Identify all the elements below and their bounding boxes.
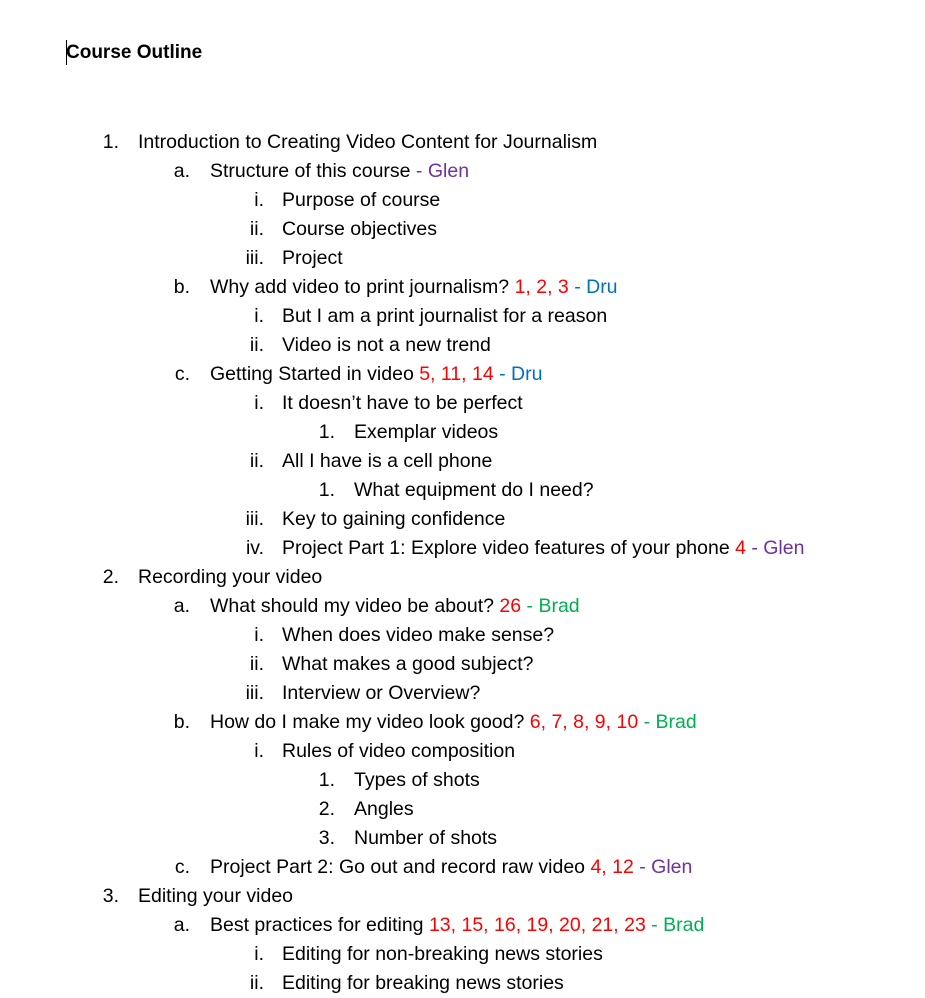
outline-item-marker: b. bbox=[173, 276, 190, 298]
outline-item bbox=[0, 592, 925, 621]
outline-item-label: What makes a good subject? bbox=[282, 653, 534, 675]
outline-item-text bbox=[138, 128, 597, 157]
outline-item-label: Types of shots bbox=[354, 769, 480, 791]
outline-item bbox=[0, 911, 925, 940]
outline-item-label: Interview or Overview? bbox=[282, 682, 481, 704]
outline-item-marker: a. bbox=[173, 595, 190, 617]
outline-item-text bbox=[210, 853, 692, 882]
author-tag: - Glen bbox=[745, 537, 805, 559]
outline-item bbox=[0, 186, 925, 215]
outline-item-text bbox=[354, 418, 498, 447]
outline-item bbox=[0, 215, 925, 244]
outline-item-label: Editing for breaking news stories bbox=[282, 972, 564, 994]
outline-item-marker: a. bbox=[173, 914, 190, 936]
outline-item-marker: ii. bbox=[249, 450, 264, 472]
author-tag: - Brad bbox=[645, 914, 705, 936]
outline-item bbox=[0, 882, 925, 911]
outline-item-marker: c. bbox=[174, 856, 190, 878]
outline-item-marker: i. bbox=[254, 943, 264, 965]
outline-item bbox=[0, 853, 925, 882]
outline-item bbox=[0, 563, 925, 592]
outline-item-label: All I have is a cell phone bbox=[282, 450, 493, 472]
outline-item bbox=[0, 244, 925, 273]
outline-item bbox=[0, 621, 925, 650]
outline-item-marker: c. bbox=[174, 363, 190, 385]
outline-item-text bbox=[354, 766, 480, 795]
outline-item-text bbox=[282, 621, 554, 650]
outline-item-text bbox=[282, 679, 480, 708]
outline-item-text bbox=[282, 389, 523, 418]
outline-item-text bbox=[282, 969, 564, 998]
outline-item bbox=[0, 331, 925, 360]
outline-item-label: Project bbox=[282, 247, 343, 269]
outline-item-label: Purpose of course bbox=[282, 189, 441, 211]
author-tag: - Brad bbox=[638, 711, 697, 733]
outline-item-text bbox=[282, 186, 440, 215]
outline-item-marker: i. bbox=[254, 392, 264, 414]
outline-item-marker: iii. bbox=[245, 247, 264, 269]
outline-item-marker: ii. bbox=[249, 653, 264, 675]
outline-item bbox=[0, 505, 925, 534]
outline-item bbox=[0, 650, 925, 679]
outline-item-text bbox=[282, 650, 533, 679]
document-title: Course Outline bbox=[66, 42, 203, 63]
outline-item-marker: b. bbox=[173, 711, 190, 733]
outline-item bbox=[0, 708, 925, 737]
outline-item-text bbox=[354, 476, 594, 505]
outline-item-marker: 1. bbox=[318, 769, 335, 791]
outline-item-marker: 1. bbox=[102, 131, 119, 153]
source-references: 1, 2, 3 bbox=[509, 276, 569, 298]
outline-item bbox=[0, 273, 925, 302]
outline-item-label: How do I make my video look good? bbox=[210, 711, 525, 733]
outline-item-text bbox=[282, 331, 491, 360]
outline-item-label: Structure of this course bbox=[210, 160, 411, 182]
outline-item-marker: i. bbox=[254, 624, 264, 646]
outline-item bbox=[0, 157, 925, 186]
outline-item-label: Project Part 1: Explore video features of your phone bbox=[282, 537, 730, 559]
outline-item bbox=[0, 360, 925, 389]
outline-item bbox=[0, 766, 925, 795]
outline-item-marker: i. bbox=[254, 740, 264, 762]
outline-item-label: Why add video to print journalism? bbox=[210, 276, 510, 298]
outline-item-marker: iii. bbox=[245, 682, 264, 704]
outline-item-text bbox=[354, 824, 497, 853]
outline-item-text bbox=[210, 708, 697, 737]
outline-item-text bbox=[138, 563, 322, 592]
outline-item-label: Rules of video composition bbox=[282, 740, 516, 762]
outline-item bbox=[0, 302, 925, 331]
outline-item-label: When does video make sense? bbox=[282, 624, 555, 646]
outline-item-text bbox=[282, 447, 492, 476]
author-tag: - Glen bbox=[410, 160, 470, 182]
outline-item-marker: iv. bbox=[245, 537, 264, 559]
outline-item-text bbox=[210, 157, 469, 186]
outline-item-marker: 3. bbox=[102, 885, 119, 907]
outline-item-marker: 2. bbox=[318, 798, 335, 820]
outline-item-text bbox=[138, 882, 293, 911]
outline-item-label: Exemplar videos bbox=[354, 421, 499, 443]
outline-item-label: Introduction to Creating Video Content for Journalism bbox=[138, 131, 598, 153]
outline-item-marker: 1. bbox=[318, 479, 335, 501]
outline-item-text bbox=[210, 592, 580, 621]
outline-item-label: Editing your video bbox=[138, 885, 294, 907]
outline-item-marker: ii. bbox=[249, 334, 264, 356]
outline-item-label: Recording your video bbox=[138, 566, 323, 588]
outline-item bbox=[0, 534, 925, 563]
outline-item-text bbox=[354, 795, 414, 824]
outline-item-marker: a. bbox=[173, 160, 190, 182]
outline-item bbox=[0, 824, 925, 853]
source-references: 13, 15, 16, 19, 20, 21, 23 bbox=[423, 914, 646, 936]
outline-item-text bbox=[210, 360, 542, 389]
outline-item-marker: i. bbox=[254, 305, 264, 327]
outline-item-text bbox=[282, 940, 603, 969]
outline-item bbox=[0, 940, 925, 969]
outline-item bbox=[0, 447, 925, 476]
outline-item-text bbox=[282, 302, 607, 331]
outline-item-label: Number of shots bbox=[354, 827, 498, 849]
outline-item-text bbox=[210, 273, 618, 302]
outline-item-marker: ii. bbox=[249, 972, 264, 994]
outline-item bbox=[0, 679, 925, 708]
outline-item-text bbox=[282, 215, 437, 244]
author-tag: - Dru bbox=[493, 363, 543, 385]
outline-item-text bbox=[282, 505, 505, 534]
outline-item-text bbox=[210, 911, 704, 940]
outline-item-text bbox=[282, 737, 515, 766]
outline-item-label: Course objectives bbox=[282, 218, 437, 240]
source-references: 4 bbox=[729, 537, 746, 559]
outline-item-label: Key to gaining confidence bbox=[282, 508, 506, 530]
author-tag: - Dru bbox=[568, 276, 618, 298]
outline-item bbox=[0, 128, 925, 157]
outline-item-marker: 2. bbox=[102, 566, 119, 588]
outline-item-label: It doesn’t have to be perfect bbox=[282, 392, 523, 414]
outline-item-label: Best practices for editing bbox=[210, 914, 424, 936]
source-references: 26 bbox=[494, 595, 522, 617]
author-tag: - Brad bbox=[521, 595, 580, 617]
outline-item bbox=[0, 389, 925, 418]
outline-item bbox=[0, 969, 925, 998]
outline-item-label: What should my video be about? bbox=[210, 595, 495, 617]
outline-item-marker: 3. bbox=[318, 827, 335, 849]
outline-item-marker: i. bbox=[254, 189, 264, 211]
outline-item bbox=[0, 737, 925, 766]
source-references: 5, 11, 14 bbox=[413, 363, 494, 385]
outline-item bbox=[0, 418, 925, 447]
source-references: 6, 7, 8, 9, 10 bbox=[524, 711, 639, 733]
source-references: 4, 12 bbox=[585, 856, 634, 878]
outline-item-marker: ii. bbox=[249, 218, 264, 240]
outline-item-text bbox=[282, 244, 343, 273]
outline-item-marker: 1. bbox=[318, 421, 335, 443]
outline-item-label: But I am a print journalist for a reason bbox=[282, 305, 608, 327]
outline-item-label: Getting Started in video bbox=[210, 363, 414, 385]
outline-item-text bbox=[282, 534, 804, 563]
outline-item bbox=[0, 795, 925, 824]
outline-item bbox=[0, 476, 925, 505]
outline-item-label: Video is not a new trend bbox=[282, 334, 491, 356]
outline-item-label: What equipment do I need? bbox=[354, 479, 594, 501]
outline-item-label: Angles bbox=[354, 798, 414, 820]
author-tag: - Glen bbox=[633, 856, 693, 878]
outline-item-label: Project Part 2: Go out and record raw video bbox=[210, 856, 586, 878]
outline-item-label: Editing for non-breaking news stories bbox=[282, 943, 603, 965]
outline-item-marker: iii. bbox=[245, 508, 264, 530]
